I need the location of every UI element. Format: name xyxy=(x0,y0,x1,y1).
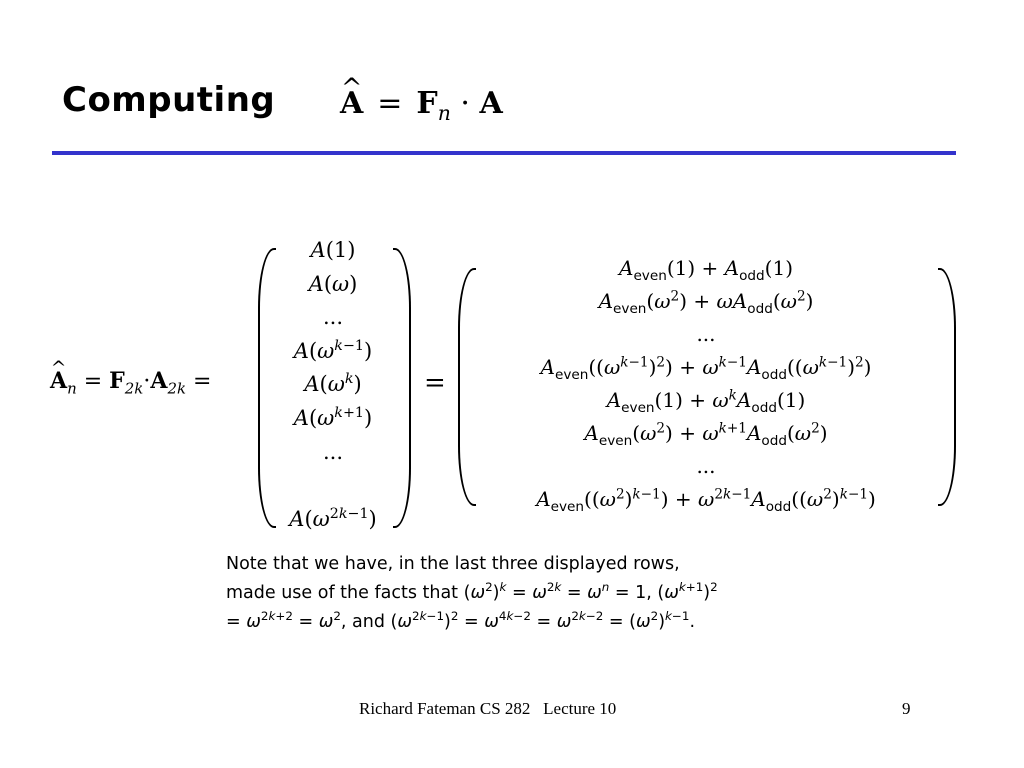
vector-row: A(1) xyxy=(310,238,356,262)
lhs-sub-n: n xyxy=(67,379,77,398)
equation-lhs xyxy=(50,368,212,398)
slide-title: Computing xyxy=(62,80,276,120)
footer-credit: Richard Fateman CS 282 Lecture 10 xyxy=(359,699,617,718)
middle-equals: = xyxy=(424,368,446,398)
expanded-row: $A_{even}(1) + \omega^kA_{odd}(1)$ xyxy=(606,387,806,416)
a-2k: A xyxy=(150,368,168,394)
n-subscript: n xyxy=(437,101,451,125)
f-sub-2k: 2k xyxy=(124,379,144,398)
equals-sign: = xyxy=(377,86,403,121)
expanded-row: ... xyxy=(696,322,716,346)
lhs-equals-2: = xyxy=(193,369,212,394)
lhs-dot: · xyxy=(143,369,151,394)
expanded-row: $A_{even}(1) + A_{odd}(1)$ xyxy=(618,256,794,284)
vector-row: $A(\omega^k)$ xyxy=(304,371,362,397)
title-equation xyxy=(340,86,503,125)
a-hat-n: ^ A xyxy=(50,368,67,394)
a-symbol: A xyxy=(479,86,503,121)
f-symbol: F xyxy=(416,86,438,121)
a-hat-symbol: ^ A xyxy=(340,86,363,121)
vector-row xyxy=(270,469,396,503)
right-paren-expanded xyxy=(938,268,956,506)
vector-row: A(ω) xyxy=(308,271,358,296)
dot-operator: · xyxy=(460,86,470,121)
vector-row: $A(\omega^{k+1})$ xyxy=(293,404,373,430)
page-number: 9 xyxy=(902,699,911,718)
note-paragraph: Note that we have, in the last three displayed rows, made use of the facts that $(\omega^2)^k = \omega^{2k} = \omega^n = 1$, $(\omega^{k+1})^2 = \omega^{2k+2} = \omega^2$, and $(\omega^{2k-1})^2 = \omega^{4k-2} = \omega^{2k-2} = (\omega^2)^{k-1}$. xyxy=(226,554,718,632)
vector-row: $A(\omega^{2k-1})$ xyxy=(289,505,377,531)
expanded-row: $A_{even}((\omega^2)^{k-1}) + \omega^{2k-1}A_{odd}((\omega^2)^{k-1})$ xyxy=(536,486,876,515)
vector-row: $A(\omega^{k-1})$ xyxy=(293,337,373,363)
expanded-row: ... xyxy=(696,454,716,478)
f-2k: F xyxy=(109,368,125,394)
title-rule xyxy=(52,151,956,155)
vector-row: ... xyxy=(322,305,344,330)
expanded-row: $A_{even}(\omega^2) + \omega^{k+1}A_{odd}(\omega^2)$ xyxy=(584,420,828,449)
lhs-equals-1: = xyxy=(83,369,103,394)
expanded-row: $A_{even}((\omega^{k-1})^2) + \omega^{k-1}A_{odd}((\omega^{k-1})^2)$ xyxy=(540,354,872,383)
expanded-column xyxy=(472,252,940,516)
expanded-row: $A_{even}(\omega^2) + \omega A_{odd}(\omega^2)$ xyxy=(598,288,814,317)
a-sub-2k: 2k xyxy=(167,379,187,398)
vector-row: ... xyxy=(322,439,344,464)
vector-column xyxy=(270,234,396,536)
